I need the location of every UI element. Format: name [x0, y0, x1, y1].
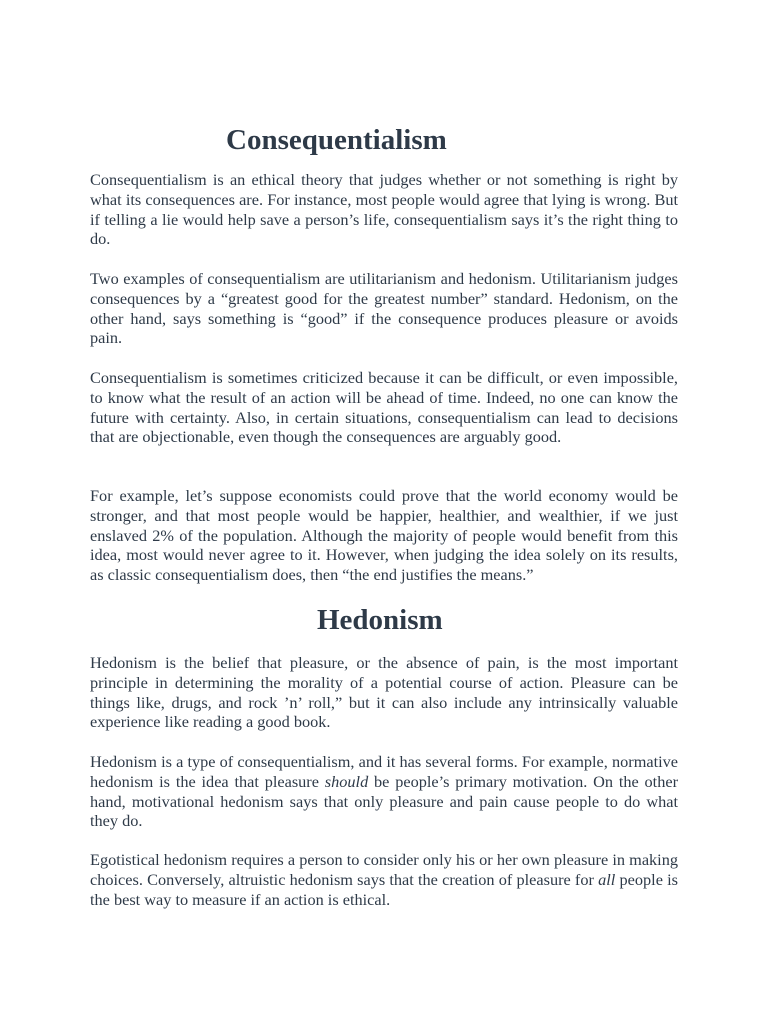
- emphasis-should: should: [324, 771, 369, 791]
- text-run: be people’s primary motivation. On the other hand, motivational hedonism says that only pleasure and pain cause people to do what they do.: [90, 771, 678, 831]
- section-title-hedonism: Hedonism: [317, 604, 443, 636]
- paragraph-hedonism-definition: Hedonism is the belief that pleasure, or the absence of pain, is the most important principle in determining the morality of a potential course of action. Pleasure can be things like, drugs, and rock ’n’ roll,” but it can also include any intrinsically valuable experience like reading a good book.: [90, 653, 678, 732]
- paragraph-hedonism-egotistical: [90, 850, 678, 909]
- paragraph-examples: Two examples of consequentialism are utilitarianism and hedonism. Utilitarianism judges consequences by a “greatest good for the greatest number” standard. Hedonism, on the other hand, says something is “good” if the consequence produces pleasure or avoids pain.: [90, 269, 678, 348]
- text-run: Egotistical hedonism requires a person to consider only his or her own pleasure in making choices. Conversely, altruistic hedonism says that the creation of pleasure for: [90, 850, 678, 889]
- text-run: Hedonism is a type of consequentialism, and it has several forms. For example, normative hedonism is the idea that pleasure: [90, 752, 678, 791]
- paragraph-definition: Consequentialism is an ethical theory that judges whether or not something is right by what its consequences are. For instance, most people would agree that lying is wrong. But if telling a lie would help save a person’s life, consequentialism says it’s the right thing to do.: [90, 170, 678, 249]
- page-title: Consequentialism: [226, 124, 447, 156]
- paragraph-example-economy: For example, let’s suppose economists could prove that the world economy would be stronger, and that most people would be happier, healthier, and wealthier, if we just enslaved 2% of the population. Although the majority of people would benefit from this idea, most would never agree to it. However, when judging the idea solely on its results, as classic consequentialism does, then “the end justifies the means.”: [90, 486, 678, 585]
- paragraph-hedonism-forms: [90, 752, 678, 831]
- text-run: people is the best way to measure if an action is ethical.: [90, 869, 678, 909]
- paragraph-criticism: Consequentialism is sometimes criticized because it can be difficult, or even impossible, to know what the result of an action will be ahead of time. Indeed, no one can know the future with certainty. Also, in certain situations, consequentialism can lead to decisions that are objectionable, even though the consequences are arguably good.: [90, 368, 678, 447]
- emphasis-all: all: [598, 869, 616, 889]
